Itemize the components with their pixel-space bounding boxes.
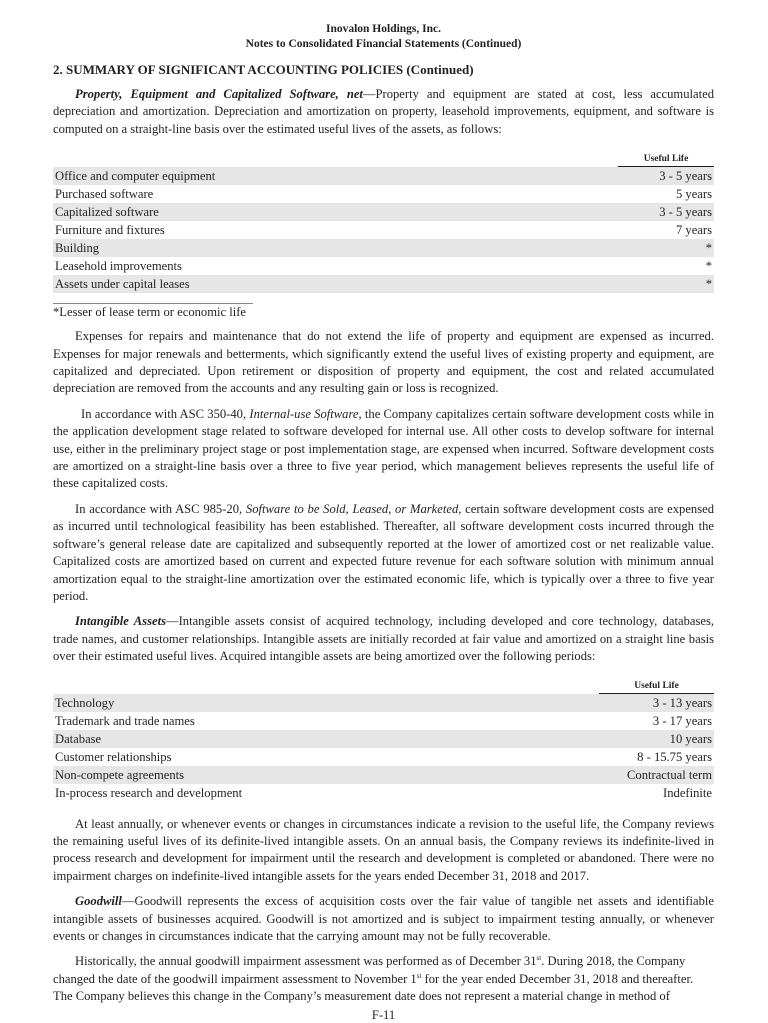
intangibles-lead: Intangible Assets: [75, 614, 166, 629]
repairs-paragraph: Expenses for repairs and maintenance that do not extend the life of property and equipment are expensed as incurred. Expenses for major renewals and betterments, which significantly extend the useful lives of existing property and equipment, are capitalized and depreciated. Upon retirement or disposition of property and equipment, the cost and related accumulated depreciation are removed from the accounts and any resulting gain or loss is recognized.: [53, 329, 714, 396]
table-row: Office and computer equipment 3 - 5 years: [55, 169, 712, 184]
column-header-useful-life: Useful Life: [599, 680, 714, 694]
table-row: Purchased software 5 years: [55, 187, 712, 202]
table-row: Technology 3 - 13 years: [55, 695, 712, 710]
ppe-lead: Property, Equipment and Capitalized Software, net: [75, 87, 363, 101]
company-name: Inovalon Holdings, Inc.: [325, 23, 442, 35]
ppe-useful-life-table: [53, 153, 714, 293]
document-subtitle: Notes to Consolidated Financial Statements (Continued): [245, 38, 522, 50]
history-paragraph: Historically, the annual goodwill impairment assessment was performed as of December 31st. During 2018, the Company changed the date of the goodwill impairment assessment to November 1st for the year ended December 31, 2018 and thereafter. The Company believes this change in the Company’s measurement date does not represent a material change in method of: [53, 954, 694, 1004]
table-footnote: *Lesser of lease term or economic life: [53, 305, 247, 320]
table-row: Customer relationships 8 - 15.75 years: [55, 749, 712, 764]
table-row: Trademark and trade names 3 - 17 years: [55, 713, 712, 728]
intangibles-useful-life-table: [53, 680, 714, 802]
table-row: In-process research and development Indefinite: [55, 785, 712, 800]
table-row: Capitalized software 3 - 5 years: [55, 205, 712, 220]
table-row: Building *: [55, 241, 712, 256]
goodwill-lead: Goodwill: [75, 894, 122, 909]
asc-350-40-paragraph: In accordance with ASC 350-40, Internal-use Software, the Company capitalizes certain software development costs while in the application development stage related to software developed for internal use. All other costs to develop software for internal use, either in the preliminary project stage or post implementation stage, are expensed when incurred. Software development costs are amortized on a straight-line basis over a three to five year period, which management believes represents the useful life of these capitalized costs.: [53, 406, 714, 491]
goodwill-paragraph: Goodwill—Goodwill represents the excess of acquisition costs over the fair value of tangible net assets and identifiable intangible assets of businesses acquired. Goodwill is not amortized and is subject to impairment testing annually, or whenever events or changes in circumstances indicate that the carrying amount may not be fully recoverable.: [53, 894, 714, 943]
table-header-row: [53, 153, 714, 167]
table-row: Non-compete agreements Contractual term: [55, 767, 712, 782]
section-title: 2. SUMMARY OF SIGNIFICANT ACCOUNTING POLICIES (Continued): [53, 62, 474, 77]
table-row: Furniture and fixtures 7 years: [55, 223, 712, 238]
table-row: Leasehold improvements *: [55, 259, 712, 274]
table-row: Assets under capital leases *: [55, 277, 712, 292]
asc-985-20-paragraph: In accordance with ASC 985-20, Software to be Sold, Leased, or Marketed, certain software development costs are expensed as incurred until technological feasibility has been established. Thereafter, all software development costs incurred through the software’s general release date are capitalized and subsequently reported at the lower of amortized cost or net realizable value. Capitalized costs are amortized based on current and expected future revenue for each software solution with minimum annual amortization equal to the straight-line amortization over the estimated economic life, which is typically over a three to five year period.: [53, 501, 714, 603]
ppe-paragraph: [53, 86, 714, 138]
table-row: Database 10 years: [55, 731, 712, 746]
column-header-useful-life: Useful Life: [618, 153, 714, 167]
ppe-text: —Property and equipment are stated at cost, less accumulated depreciation and amortization. Depreciation and amortization on property, leasehold improvements, equipment, and software is computed on a straight-line basis over the estimated useful lives of the assets, as follows:: [53, 87, 715, 136]
intangible-assets-paragraph: Intangible Assets—Intangible assets consist of acquired technology, including developed and core technology, databases, trade names, and customer relationships. Intangible assets are initially recorded at fair value and amortized on a straight line basis over their estimated useful lives. Acquired intangible assets are being amortized over the following periods:: [53, 614, 714, 664]
page-number: F-11: [371, 1007, 396, 1022]
review-paragraph: At least annually, or whenever events or changes in circumstances indicate a revision to the useful life, the Company reviews the remaining useful lives of its definite-lived intangible assets. On an annual basis, the Company reviews its indefinite-lived in process research and development for impairment until the research and development is completed or abandoned. There were no impairment charges on indefinite-lived intangible assets for the years ended December 31, 2018 and 2017.: [53, 816, 714, 883]
table-header-row: [53, 680, 714, 694]
document-page: [53, 0, 714, 1023]
